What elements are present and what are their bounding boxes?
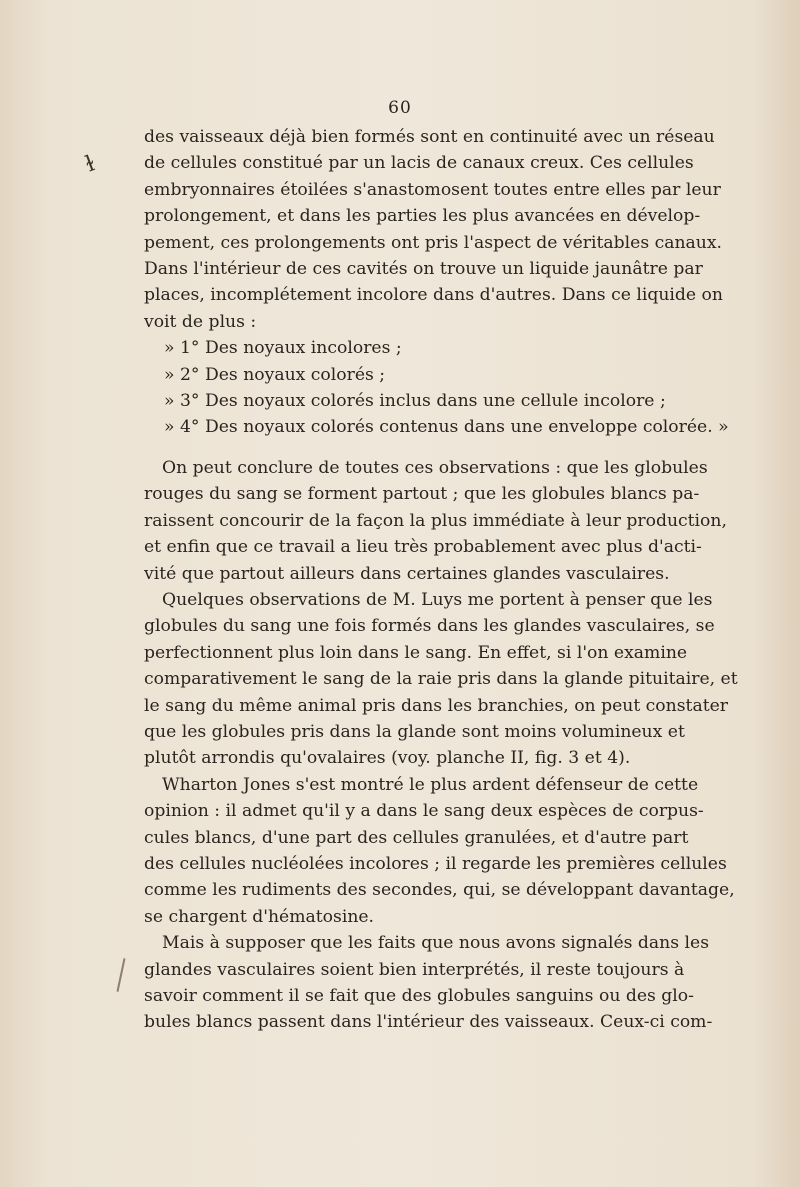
text-line: que les globules pris dans la glande sont moins volumineux et xyxy=(144,721,685,742)
text-line: On peut conclure de toutes ces observations : que les globules xyxy=(162,457,708,478)
text-line: pement, ces prolongements ont pris l'aspect de véritables canaux. xyxy=(144,232,723,253)
text-line: bules blancs passent dans l'intérieur des vaisseaux. Ceux-ci com- xyxy=(144,1012,713,1033)
text-line: Dans l'intérieur de ces cavités on trouve un liquide jaunâtre par xyxy=(144,259,703,280)
text-line: et enfin que ce travail a lieu très probablement avec plus d'acti- xyxy=(144,537,702,558)
text-line: cules blancs, d'une part des cellules granulées, et d'autre part xyxy=(144,827,689,848)
text-line: raissent concourir de la façon la plus immédiate à leur production, xyxy=(144,510,727,531)
text-line: des vaisseaux déjà bien formés sont en continuité avec un réseau xyxy=(144,127,715,147)
text-line: Quelques observations de M. Luys me portent à penser que les xyxy=(162,589,713,610)
list-item: » 1° Des noyaux incolores ; xyxy=(164,338,402,359)
text-line: glandes vasculaires soient bien interprétés, il reste toujours à xyxy=(144,959,685,980)
margin-pencil-tick xyxy=(116,958,125,992)
text-line: de cellules constitué par un lacis de canaux creux. Ces cellules xyxy=(144,153,694,174)
text-line: globules du sang une fois formés dans les glandes vasculaires, se xyxy=(144,616,715,637)
text-line: savoir comment il se fait que des globules sanguins ou des glo- xyxy=(144,986,694,1006)
list-item: » 3° Des noyaux colorés inclus dans une cellule incolore ; xyxy=(164,391,666,412)
text-line: des cellules nucléolées incolores ; il regarde les premières cellules xyxy=(144,853,727,874)
text-line: comparativement le sang de la raie pris dans la glande pituitaire, et xyxy=(144,669,738,690)
text-line: Wharton Jones s'est montré le plus ardent défenseur de cette xyxy=(162,774,699,795)
text-line: prolongement, et dans les parties les plus avancées en dévelop- xyxy=(144,206,701,227)
text-line: rouges du sang se forment partout ; que les globules blancs pa- xyxy=(144,484,700,505)
text-line: se chargent d'hématosine. xyxy=(144,906,375,927)
text-line: opinion : il admet qu'il y a dans le sang deux espèces de corpus- xyxy=(144,801,704,822)
text-line: perfectionnent plus loin dans le sang. En effet, si l'on examine xyxy=(144,642,688,663)
text-line: voit de plus : xyxy=(144,311,257,332)
text-line: le sang du même animal pris dans les branchies, on peut constater xyxy=(144,695,728,716)
list-item: » 4° Des noyaux colorés contenus dans une enveloppe colorée. » xyxy=(164,417,729,438)
text-line: plutôt arrondis qu'ovalaires (voy. planche II, fig. 3 et 4). xyxy=(144,748,631,769)
text-line: vité que partout ailleurs dans certaines glandes vasculaires. xyxy=(144,563,670,584)
margin-pencil-mark: ɫ xyxy=(81,151,99,178)
text-line: Mais à supposer que les faits que nous avons signalés dans les xyxy=(162,933,710,954)
body-text xyxy=(144,124,738,1036)
text-line: embryonnaires étoilées s'anastomosent toutes entre elles par leur xyxy=(144,179,721,200)
text-line: comme les rudiments des secondes, qui, se développant davantage, xyxy=(144,880,735,901)
text-line: places, incomplétement incolore dans d'autres. Dans ce liquide on xyxy=(144,285,723,306)
page-number: 60 xyxy=(388,98,412,118)
list-item: » 2° Des noyaux colorés ; xyxy=(164,364,386,385)
